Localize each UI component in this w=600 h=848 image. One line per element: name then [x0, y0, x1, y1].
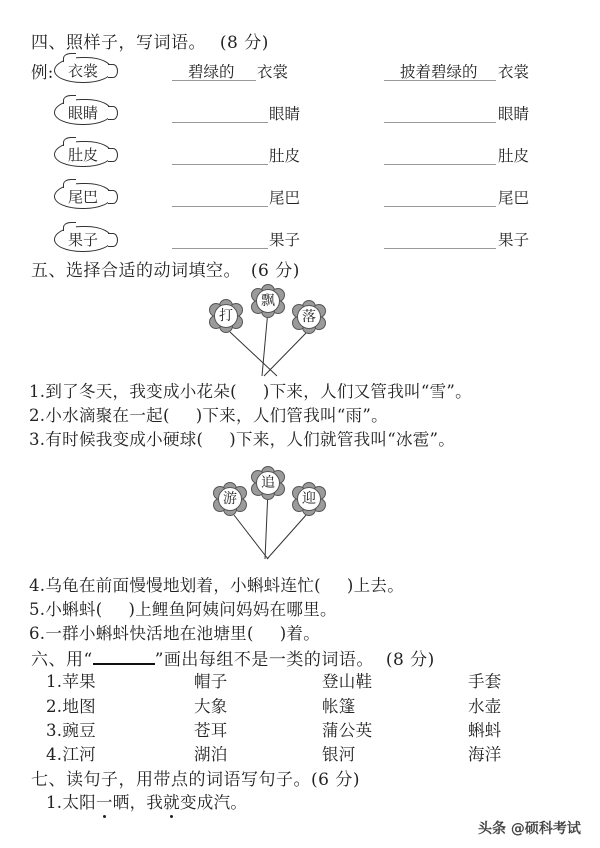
sentence-text: 晒，我: [112, 793, 164, 812]
blank-line[interactable]: [384, 248, 496, 249]
watermark: 头条 @硕科考试: [478, 821, 581, 837]
group-word[interactable]: 帐篷: [322, 697, 356, 716]
example-label: 例:: [31, 63, 54, 82]
sentence-text: )下来，人们又管我叫“雪”。: [262, 382, 472, 401]
sentence-text: 小蝌蚪(: [45, 600, 103, 619]
sentence-text: 变成汽。: [179, 793, 248, 812]
suffix-word: 衣裳: [498, 63, 530, 81]
blank-line[interactable]: [172, 248, 268, 249]
group-word[interactable]: 海洋: [468, 745, 502, 764]
dotted-word: 就: [163, 793, 180, 812]
suffix-word: 眼睛: [269, 105, 301, 123]
suffix-word: 尾巴: [269, 189, 301, 207]
sentence-5: [29, 596, 337, 620]
section5-title-text: 五、选择合适的动词填空。: [31, 261, 241, 281]
sentence-number: 1.: [46, 793, 63, 812]
cloud-word-4: 果子: [54, 226, 112, 252]
cloud-word-0: 衣裳: [54, 57, 112, 83]
cloud-word-3: 尾巴: [54, 183, 112, 209]
section4-title: [31, 28, 269, 53]
group-word[interactable]: 帽子: [194, 672, 228, 691]
group-word[interactable]: 银河: [322, 745, 356, 764]
sentence-2: [29, 402, 388, 426]
sentence-number: 2.: [29, 406, 46, 425]
flower-verb: 追: [256, 471, 280, 495]
section4-score: (8 分): [219, 33, 269, 53]
group-word[interactable]: 地图: [62, 697, 96, 716]
sentence-text: 一群小蝌蚪快活地在池塘里(: [45, 624, 254, 643]
group-number: 2.: [46, 697, 63, 716]
sentence-number: 3.: [29, 430, 46, 449]
section7-title: 七、读句子，用带点的词语写句子。(6 分): [31, 770, 360, 790]
flower-verb: 游: [218, 487, 242, 511]
flower-verb: 飘: [256, 289, 280, 313]
group-row: [46, 717, 96, 741]
sentence-number: 6.: [29, 624, 46, 643]
group-word[interactable]: 豌豆: [62, 721, 96, 740]
sentence-text: 有时候我变成小硬球(: [45, 430, 204, 449]
sentence-text: )下来，人们管我叫“雨”。: [195, 406, 388, 425]
blank-line[interactable]: [172, 164, 268, 165]
flower-icon: [213, 482, 247, 516]
sentence-1: [29, 378, 472, 402]
suffix-word: 衣裳: [257, 63, 289, 81]
cloud-word-2: 肚皮: [54, 141, 112, 167]
flower-verb: 落: [297, 305, 321, 329]
sentence-text: 太阳: [62, 793, 96, 812]
group-number: 4.: [46, 745, 63, 764]
sentence-6: [29, 620, 320, 644]
dotted-word: 一: [95, 793, 113, 812]
blank-line[interactable]: [172, 122, 268, 123]
group-word[interactable]: 蝌蚪: [468, 721, 502, 740]
sentence-number: 5.: [29, 600, 46, 619]
flower-icon: [292, 482, 326, 516]
cloud-word-1: 眼睛: [54, 99, 112, 125]
flower-verb: 打: [214, 304, 238, 328]
group-word[interactable]: 湖泊: [194, 745, 228, 764]
flower-icon: [292, 300, 326, 334]
sentence-text: )上鲤鱼阿姨问妈妈在哪里。: [128, 600, 337, 619]
section7-sentence-1: [46, 789, 247, 813]
sentence-text: 小水滴聚在一起(: [45, 406, 170, 425]
group-word[interactable]: 手套: [468, 672, 502, 691]
flower-verb: 迎: [297, 487, 321, 511]
suffix-word: 果子: [269, 231, 301, 249]
section4-title-text: 四、照样子，写词语。: [31, 33, 206, 53]
sentence-4: [29, 572, 404, 596]
section5-score: (6 分): [250, 261, 300, 281]
group-word[interactable]: 水壶: [468, 697, 502, 716]
blank-line[interactable]: [384, 164, 496, 165]
blank-line[interactable]: [172, 206, 268, 207]
sentence-text: )着。: [279, 624, 321, 643]
group-word[interactable]: 江河: [62, 745, 96, 764]
group-number: 3.: [46, 721, 63, 740]
sentence-text: 乌龟在前面慢慢地划着，小蝌蚪连忙(: [45, 576, 321, 595]
suffix-word: 果子: [498, 231, 530, 249]
section6-title-text: 六、用“: [31, 650, 93, 670]
section5-title: [31, 256, 300, 281]
group-word[interactable]: 苹果: [62, 672, 96, 691]
suffix-word: 肚皮: [269, 147, 301, 165]
example-answer-1: 碧绿的: [188, 63, 235, 81]
group-row: [46, 693, 96, 717]
section6-title: [31, 645, 435, 670]
group-word[interactable]: 苍耳: [194, 721, 228, 740]
suffix-word: 肚皮: [498, 147, 530, 165]
section6-score: (8 分): [385, 650, 435, 670]
flower-icon: [209, 299, 243, 333]
sentence-text: 到了冬天，我变成小花朵(: [45, 382, 237, 401]
example-answer-2: 披着碧绿的: [400, 63, 478, 81]
sentence-text: )下来，人们就管我叫“冰雹”。: [229, 430, 456, 449]
group-word[interactable]: 大象: [194, 697, 228, 716]
sentence-number: 4.: [29, 576, 46, 595]
suffix-word: 眼睛: [498, 105, 530, 123]
group-row: [46, 668, 96, 692]
group-word[interactable]: 蒲公英: [322, 721, 373, 740]
suffix-word: 尾巴: [498, 189, 530, 207]
sentence-number: 1.: [29, 382, 46, 401]
blank-line[interactable]: [384, 122, 496, 123]
group-word[interactable]: 登山鞋: [322, 672, 373, 691]
sentence-text: )上去。: [346, 576, 405, 595]
blank-line[interactable]: [384, 206, 496, 207]
flower-icon: [251, 466, 285, 500]
section6-title-text: ”画出每组不是一类的词语。: [154, 650, 374, 670]
underline-sample: [93, 649, 155, 665]
sentence-3: [29, 426, 455, 450]
group-number: 1.: [46, 672, 63, 691]
flower-icon: [251, 284, 285, 318]
group-row: [46, 741, 96, 765]
